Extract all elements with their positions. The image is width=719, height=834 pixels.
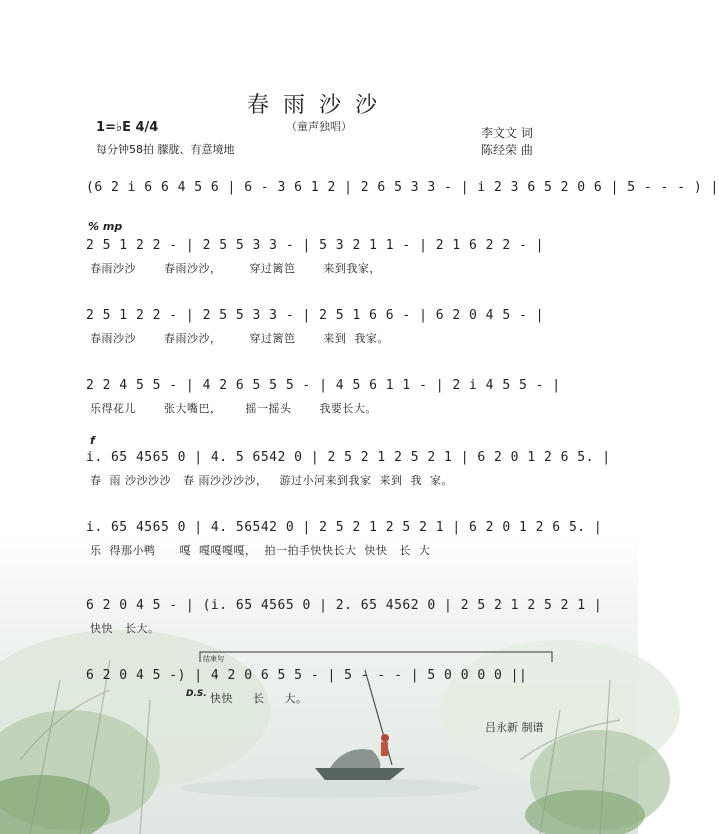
song-title: 春雨沙沙 bbox=[246, 93, 391, 118]
notes-line-6: i. 65 4565 0 | 4. 56542 0 | 2 5 2 1 2 5 2 1 | 6 2 0 1 2 6 5. | bbox=[86, 520, 603, 535]
lyrics-line-7: 快快 长大。 bbox=[90, 622, 160, 635]
notes-line-7: 6 2 0 4 5 - | (i. 65 4565 0 | 2. 65 4562 0 | 2 5 2 1 2 5 2 1 | bbox=[86, 598, 603, 613]
ending-bracket bbox=[200, 650, 560, 664]
composer-credit: 陈经荣 曲 bbox=[481, 143, 533, 157]
notes-line-2: 2 5 1 2 2 - | 2 5 5 3 3 - | 5 3 2 1 1 - | 2 1 6 2 2 - | bbox=[86, 238, 544, 253]
score-line-3 bbox=[86, 308, 556, 328]
dal-segno-mark: D.S. bbox=[186, 689, 207, 699]
score-line-8 bbox=[86, 668, 556, 688]
notes-line-8: 6 2 0 4 5 -) | 4 2 0 6 5 5 - | 5 - - - | 5 0 0 0 0 || bbox=[86, 668, 528, 683]
lyrics-line-5: 春 雨 沙沙沙沙 春 雨沙沙沙沙， 游过小河来到我家 来到 我 家。 bbox=[90, 474, 453, 487]
segno-mp-mark: % mp bbox=[88, 220, 123, 233]
arranger-credit: 吕永新 制谱 bbox=[485, 721, 544, 734]
notes-line-1: (6 2 i 6 6 4 5 6 | 6 - 3 6 1 2 | 2 6 5 3 3 - | i 2 3 6 5 2 0 6 | 5 - - - ) | bbox=[86, 180, 719, 195]
forte-mark: f bbox=[90, 434, 95, 447]
score-line-6 bbox=[86, 520, 603, 540]
score-line-1 bbox=[86, 180, 719, 200]
lyrics-line-3: 春雨沙沙 春雨沙沙， 穿过篱笆 来到 我家。 bbox=[90, 332, 389, 345]
notes-line-3: 2 5 1 2 2 - | 2 5 5 3 3 - | 2 5 1 6 6 - | 6 2 0 4 5 - | bbox=[86, 308, 544, 323]
lyricist-credit: 李文文 词 bbox=[481, 126, 533, 140]
score-line-5 bbox=[86, 450, 611, 470]
score-line-2 bbox=[86, 238, 556, 258]
song-subtitle: （童声独唱） bbox=[286, 120, 352, 133]
lyrics-line-4: 乐得花儿 张大嘴巴， 摇一摇头 我要长大。 bbox=[90, 402, 377, 415]
key-signature: 1=♭E 4/4 bbox=[96, 120, 159, 135]
notes-line-5: i. 65 4565 0 | 4. 5 6542 0 | 2 5 2 1 2 5 2 1 | 6 2 0 1 2 6 5. | bbox=[86, 450, 611, 465]
ending-section-label: 结束句 bbox=[203, 655, 224, 663]
score-line-4 bbox=[86, 378, 561, 398]
lyrics-line-8: 快快 长 大。 bbox=[210, 692, 308, 705]
tempo-marking: 每分钟58拍 朦胧、有意境地 bbox=[96, 143, 235, 156]
lyrics-line-2: 春雨沙沙 春雨沙沙， 穿过篱笆 来到我家， bbox=[90, 262, 381, 275]
notes-line-4: 2 2 4 5 5 - | 4 2 6 5 5 5 - | 4 5 6 1 1 - | 2 i 4 5 5 - | bbox=[86, 378, 561, 393]
lyrics-line-6: 乐 得那小鸭 嘎 嘎嘎嘎嘎， 拍一拍手快快长大 快快 长 大 bbox=[90, 544, 431, 557]
score-line-7 bbox=[86, 598, 603, 618]
